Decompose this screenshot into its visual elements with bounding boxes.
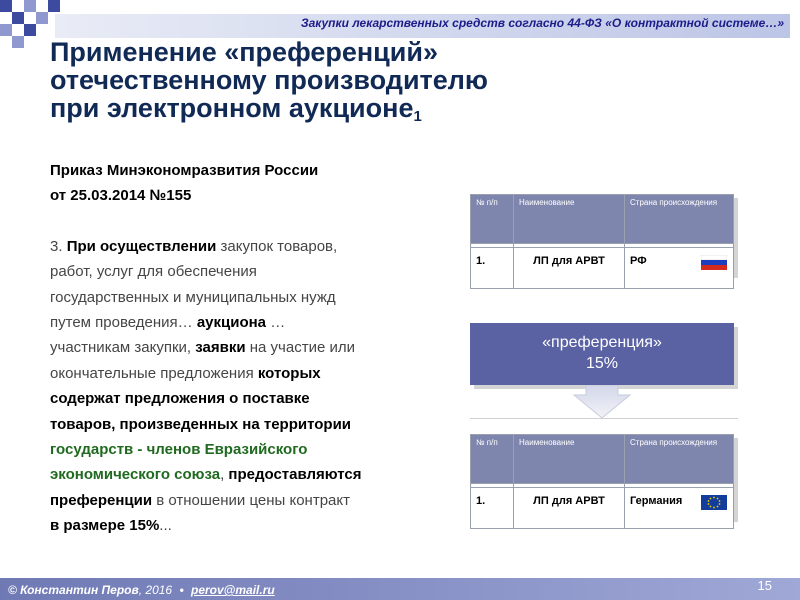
origin-table-foreign [470,434,734,529]
country-name: РФ [630,255,647,267]
table-header-cell: Страна происхождения [625,435,734,484]
table-cell: ЛП для АРВТ [514,488,625,529]
title-line-1: Применение «преференций» [50,37,438,67]
paragraph-line [50,259,435,284]
footer-year: , 2016 [138,583,173,597]
paragraph-text: участникам закупки, [50,339,196,357]
paragraph-text: путем проведения… [50,314,197,332]
title-line-2: отечественному производителю [50,65,488,95]
paragraph-line [50,361,435,386]
paragraph-line [50,285,435,310]
paragraph-line [50,462,435,487]
table-row [471,248,734,289]
paragraph-bold: которых [257,364,321,382]
paragraph-bold: При осуществлении [66,237,217,255]
table-header-row [471,195,734,244]
footer-email-link[interactable]: perov@mail.ru [191,583,275,597]
table-cell: ЛП для АРВТ [514,248,625,289]
paragraph-bold: аукциона [196,314,267,332]
title-line-3-text: при электронном аукционе [50,93,414,123]
paragraph-line [50,412,435,437]
paragraph-bold: предоставляются [228,466,362,484]
table-row [471,488,734,529]
paragraph-text: государственных и муниципальных нужд [50,288,336,306]
table-header-cell: Наименование [514,195,625,244]
paragraph-line [50,437,435,462]
checker-cell [12,36,24,48]
table-cell-country [625,248,734,289]
paragraph-green: экономического союза [50,466,221,484]
table-cell: 1. [471,248,514,289]
table-header-cell: Страна происхождения [625,195,734,244]
checker-cell [0,0,12,12]
header-text: Закупки лекарственных средств согласно 44-ФЗ «О контрактной системе…» [300,16,784,30]
page-number: 15 [757,578,772,593]
checker-cell [48,0,60,12]
paragraph-line [50,386,435,411]
table-cell-country [625,488,734,529]
paragraph-text: окончательные предложения [50,364,258,382]
footer-bullet: • [179,583,184,597]
paragraph-bold: преференции [50,491,153,509]
table-header-cell: Наименование [514,435,625,484]
order-line-1 [50,158,435,183]
paragraph-line [50,513,435,538]
origin-table-domestic [470,194,734,289]
paragraph-text: ... [159,517,172,535]
paragraph-lead: 3. [50,237,67,255]
table-cell: 1. [471,488,514,529]
checker-cell [12,12,24,24]
paragraph-text: на участие или [245,339,355,357]
footer-author: © Константин Перов [8,583,139,597]
down-arrow-icon [572,385,632,419]
paragraph-text: … [266,314,286,332]
slide-title [50,38,590,131]
paragraph-bold: заявки [195,339,246,357]
slide-body-text [50,158,435,539]
paragraph-bold: содержат предложения о поставке [50,390,310,408]
paragraph-bold: товаров, произведенных на территории [50,415,352,433]
paragraph-bold: в размере 15% [50,517,160,535]
paragraph-line [50,310,435,335]
checker-cell [24,0,36,12]
order-line-2 [50,183,435,208]
paragraph-text: закупок товаров, [216,237,338,255]
paragraph-text: работ, услуг для обеспечения [50,263,257,281]
paragraph-green: государств - членов Евразийского [50,441,308,459]
paragraph-line [50,488,435,513]
checker-cell [36,12,48,24]
russia-flag-icon [701,255,727,270]
preference-value: 15% [585,355,619,372]
checker-cell [24,24,36,36]
checker-cell [0,24,12,36]
order-date: от 25.03.2014 №155 [50,187,192,205]
country-name: Германия [630,495,683,507]
table-header-cell: № п/п [471,435,514,484]
paragraph-text: , [220,466,229,484]
paragraph-line [50,234,435,259]
paragraph-line [50,335,435,360]
eu-flag-icon [701,495,727,510]
order-name: Приказ Минэкономразвития России [50,162,319,179]
title-line-3 [50,94,590,131]
paragraph-text: в отношении цены контракт [152,491,350,509]
preference-box [470,323,734,385]
table-header-cell: № п/п [471,195,514,244]
divider [470,418,738,419]
footer-credit [8,583,275,597]
preference-label: «преференция» [542,334,662,351]
table-header-row [471,435,734,484]
footnote-marker: 1 [413,108,422,125]
